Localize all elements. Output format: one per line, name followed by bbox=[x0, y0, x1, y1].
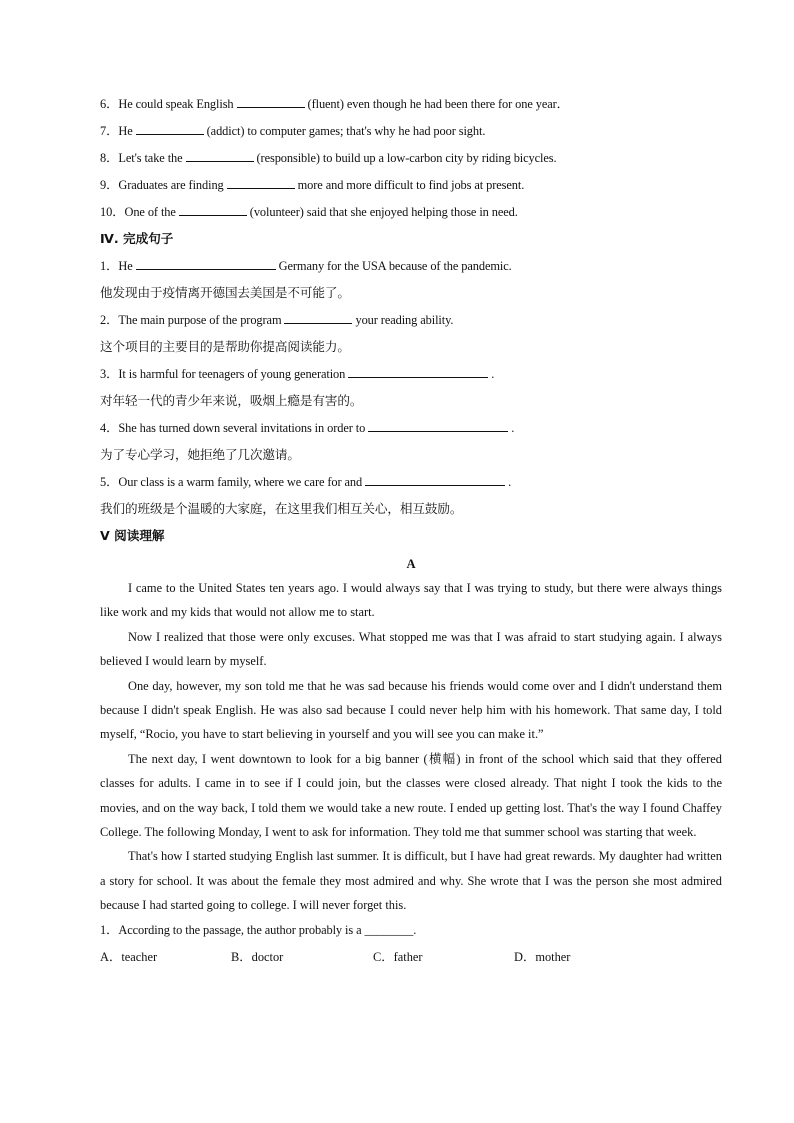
fill-in-question-8 bbox=[100, 146, 722, 173]
chinese-translation: 对年轻一代的青少年来说，吸烟上瘾是有害的。 bbox=[100, 393, 363, 408]
answer-blank[interactable] bbox=[284, 311, 352, 324]
sentence-item-1 bbox=[100, 254, 722, 281]
question-text: more and more difficult to find jobs at present. bbox=[297, 178, 525, 192]
question-stem: According to the passage, the author probably is a ________. bbox=[118, 922, 417, 937]
answer-blank[interactable] bbox=[237, 95, 305, 108]
chinese-translation: 我们的班级是个温暖的大家庭，在这里我们相互关心，相互鼓励。 bbox=[100, 501, 463, 516]
answer-blank[interactable] bbox=[348, 365, 488, 378]
item-text: Germany for the USA because of the pandemic. bbox=[278, 259, 512, 273]
chinese-translation: 这个项目的主要目的是帮助你提高阅读能力。 bbox=[100, 339, 350, 354]
item-number: 1． bbox=[100, 259, 119, 273]
passage-paragraph: I came to the United States ten years ago. I would always say that I was trying to study, but there were always things like work and my kids that would not allow me to start. bbox=[100, 581, 722, 620]
section-title-reading: Ⅴ 阅读理解 bbox=[100, 528, 165, 543]
sentence-item-5 bbox=[100, 470, 722, 497]
question-text: Let's take the bbox=[118, 151, 183, 165]
worksheet-page bbox=[100, 92, 722, 972]
answer-blank[interactable] bbox=[365, 473, 505, 486]
question-text: (fluent) even though he had been there for one year． bbox=[307, 97, 569, 111]
item-text: Our class is a warm family, where we care for and bbox=[118, 475, 363, 489]
option-b[interactable]: B．doctor bbox=[231, 949, 284, 964]
question-number: 10． bbox=[100, 205, 125, 219]
question-text: He bbox=[118, 124, 133, 138]
answer-options bbox=[100, 945, 722, 972]
option-d[interactable]: D．mother bbox=[514, 949, 571, 964]
chinese-translation: 他发现由于疫情离开德国去美国是不可能了。 bbox=[100, 285, 350, 300]
fill-in-question-9 bbox=[100, 173, 722, 200]
reading-question-1 bbox=[100, 918, 722, 945]
item-number: 5． bbox=[100, 475, 119, 489]
question-number: 9． bbox=[100, 178, 119, 192]
fill-in-question-7 bbox=[100, 119, 722, 146]
question-number: 6． bbox=[100, 97, 119, 111]
question-number: 8． bbox=[100, 151, 119, 165]
section-title-complete-sentences: Ⅳ. 完成句子 bbox=[100, 231, 174, 246]
option-a[interactable]: A．teacher bbox=[100, 949, 158, 964]
item-text: your reading ability. bbox=[355, 313, 454, 327]
question-text: Graduates are finding bbox=[118, 178, 224, 192]
item-text: He bbox=[118, 259, 133, 273]
item-number: 4． bbox=[100, 421, 119, 435]
answer-blank[interactable] bbox=[227, 176, 295, 189]
chinese-translation: 为了专心学习，她拒绝了几次邀请。 bbox=[100, 447, 300, 462]
answer-blank[interactable] bbox=[368, 419, 508, 432]
passage-paragraph: The next day, I went downtown to look for a big banner (横幅) in front of the school which said that they offered classes for adults. I came in to see if I could join, but the classes were closed already. That night I took the kids to the movies, and on the way back, I told them we would take a new route. I ended up getting lost. That's the way I found Chaffey College. The following Monday, I went to ask for information. They told me that summer school was starting that week. bbox=[100, 751, 722, 840]
question-number: 1． bbox=[100, 922, 119, 937]
item-text: . bbox=[491, 367, 495, 381]
question-text: (volunteer) said that she enjoyed helping those in need. bbox=[249, 205, 518, 219]
item-text: . bbox=[511, 421, 515, 435]
item-text: The main purpose of the program bbox=[118, 313, 282, 327]
fill-in-question-10 bbox=[100, 200, 722, 227]
passage-paragraph: One day, however, my son told me that he was sad because his friends would come over and I didn't understand them because I didn't speak English. He was also sad because I could never help him with his homework. That same day, I told myself, “Rocio, you have to start believing in yourself and you will see you can make it.” bbox=[100, 678, 722, 742]
sentence-item-4 bbox=[100, 416, 722, 443]
answer-blank[interactable] bbox=[136, 122, 204, 135]
option-c[interactable]: C．father bbox=[373, 949, 423, 964]
sentence-item-3 bbox=[100, 362, 722, 389]
item-text: It is harmful for teenagers of young generation bbox=[118, 367, 346, 381]
question-text: (responsible) to build up a low-carbon city by riding bicycles. bbox=[256, 151, 557, 165]
fill-in-question-6 bbox=[100, 92, 722, 119]
answer-blank[interactable] bbox=[186, 149, 254, 162]
question-text: One of the bbox=[124, 205, 176, 219]
question-number: 7． bbox=[100, 124, 119, 138]
passage-paragraph: That's how I started studying English last summer. It is difficult, but I have had great rewards. My daughter had written a story for school. It was about the female they most admired and why. She wrote that I was the person she most admired because I had started going to college. I will never forget this. bbox=[100, 849, 722, 913]
sentence-item-2 bbox=[100, 308, 722, 335]
item-number: 3． bbox=[100, 367, 119, 381]
item-number: 2． bbox=[100, 313, 119, 327]
passage-label: A bbox=[406, 557, 416, 571]
answer-blank[interactable] bbox=[179, 203, 247, 216]
answer-blank[interactable] bbox=[136, 257, 276, 270]
item-text: She has turned down several invitations in order to bbox=[118, 421, 366, 435]
question-text: (addict) to computer games; that's why he had poor sight. bbox=[206, 124, 486, 138]
item-text: . bbox=[508, 475, 512, 489]
question-text: He could speak English bbox=[118, 97, 234, 111]
passage-paragraph: Now I realized that those were only excuses. What stopped me was that I was afraid to start studying again. I always believed I would learn by myself. bbox=[100, 629, 722, 669]
